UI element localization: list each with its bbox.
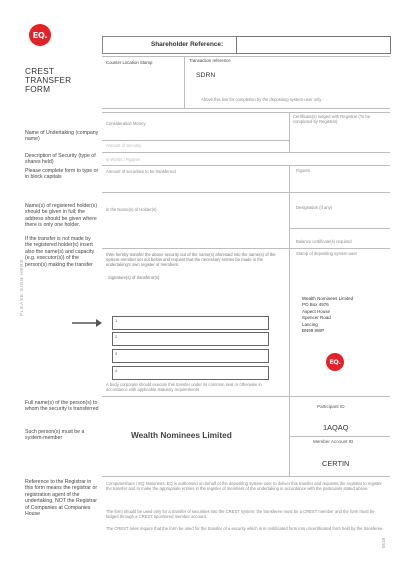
- in-words-label: in Words / Figures: [106, 157, 140, 162]
- system-member-label: Such person(s) must be a system-member: [25, 429, 85, 442]
- transferee-rule-bottom: [102, 476, 390, 477]
- certificates-label: Certificate(s) lodged with Registrar (To be completed by Registrar): [293, 114, 371, 124]
- participant-id-value: 1AQAQ: [323, 423, 349, 432]
- signature-box-2[interactable]: [112, 332, 269, 346]
- legal-text-3: The CREST rules require that the form be used for the transfer of a security which is in certificated form into uncertificated form held by the transferee.: [106, 526, 384, 531]
- consideration-divider: [289, 112, 290, 152]
- signature-number: 2: [115, 334, 118, 339]
- legal-text-1: Computershare / EQ Nominees: EQ is authorised on behalf of the depositing system-user to deliver this transfer and requests the registrar to register the transfer and to make the appropriate entries in the register of members of the undertaking in accordance with the particulars stated above.: [106, 481, 382, 491]
- amount-rule-top: [102, 165, 390, 166]
- amount-words-placeholder: Amount of securities to be transferred: [106, 169, 176, 174]
- logo-text: EQ.: [32, 30, 48, 40]
- shareholder-reference-box: [102, 36, 390, 54]
- transferee-name: Wealth Nominees Limited: [131, 430, 232, 440]
- arrow-right-icon: [72, 318, 102, 328]
- amount-placeholder: Amount of Security: [106, 143, 142, 148]
- designation-label: Designation (if any): [296, 205, 333, 210]
- figures-label: Figures: [296, 168, 310, 173]
- figures-divider: [289, 165, 290, 192]
- stamp-logo: [326, 353, 344, 371]
- please-sign-here: PLEASE SIGN HERE: [19, 258, 24, 316]
- counter-location-stamp-label: Counter Location Stamp: [106, 60, 153, 65]
- registered-holders-note: Name(s) of registered holder(s) should be given in full; the address should be given where there is only one holder.: [25, 203, 98, 229]
- designation-rule: [289, 228, 390, 229]
- signature-box-3[interactable]: [112, 349, 269, 363]
- amount-rule-bottom: [102, 192, 390, 193]
- header-top-rule: [102, 56, 390, 57]
- holders-rule-bottom: [102, 248, 390, 249]
- legal-text-2: The form should be used only for a transfer of securities into the CREST system; the transferee must be a CREST member and the form must be lodged through a CREST sponsored member account.: [106, 509, 375, 519]
- shareholder-reference-input[interactable]: [236, 36, 391, 54]
- complete-note: Please complete form to type or in block capitals: [25, 168, 99, 181]
- above-box-note: Above this line for completion by the depositing system-user only: [201, 97, 322, 102]
- security-label: Description of Security (type of shares held): [25, 153, 96, 166]
- reference-note: Reference to the Registrar in this form means the registrar or registration agent of the undertaking, NOT the Registrar of Companies at Companies House: [25, 479, 98, 518]
- header-divider-vertical: [184, 56, 185, 108]
- signature-divider: [289, 248, 290, 396]
- signatures-label: Signature(s) of transferor(s): [108, 275, 160, 280]
- stamp-label: Stamp of depositing system-user: [296, 251, 357, 256]
- footer-code: 0518: [381, 537, 386, 548]
- participant-id-label: Participant ID: [317, 404, 345, 409]
- stamp-logo-text: EQ.: [329, 358, 341, 366]
- in-the-names-label: in the Name(s) of Holder(s): [106, 207, 157, 212]
- company-logo: [29, 24, 51, 46]
- signature-number: 3: [115, 351, 118, 356]
- declaration-text: I/We hereby transfer the above security out of the name(s) aforesaid into the name(s) of the system-member set out below and request that the necessary entries be made in the undertaking's own register of members.: [106, 252, 276, 267]
- member-account-value: CERTIN: [322, 459, 350, 468]
- transaction-reference-label: Transaction reference: [189, 58, 231, 63]
- header-bottom-rule: [102, 108, 390, 109]
- transaction-reference-value: SDRN: [196, 72, 216, 79]
- corporate-note: A body corporate should execute this transfer under its common seal or otherwise in accordance with applicable statutory requirements: [106, 382, 262, 392]
- participant-rule: [289, 436, 390, 437]
- consideration-rule: [102, 112, 390, 113]
- member-account-label: Member Account ID: [313, 439, 354, 444]
- full-name-label: Full name(s) of the person(s) to whom the security is transferred: [25, 400, 99, 413]
- holders-divider: [289, 193, 290, 248]
- signature-box-4[interactable]: [112, 366, 269, 380]
- signature-rule-bottom: [102, 396, 390, 397]
- security-rule: [102, 152, 390, 153]
- transfer-note: If the transfer is not made by the registered holder(s) insert also the name(s) and capacity (e.g. executor(s)) of the person(s) making the transfer: [25, 236, 95, 268]
- signature-number: 1: [115, 318, 118, 323]
- shareholder-reference-label: Shareholder Reference:: [151, 41, 224, 48]
- undertaking-rule: [102, 140, 289, 141]
- balance-label: Balance certificate(s) required: [296, 239, 352, 244]
- stamp-block: Wealth Nominees Limited PO Box 4976 Aspect House Spencer Road Lancing BN99 8WP: [302, 296, 354, 334]
- signature-number: 4: [115, 368, 118, 373]
- signature-box-1[interactable]: [112, 316, 269, 330]
- form-title: CREST TRANSFER FORM: [25, 66, 72, 95]
- undertaking-label: Name of Undertaking (company name): [25, 130, 99, 143]
- consideration-money-label: Consideration Money: [106, 121, 146, 126]
